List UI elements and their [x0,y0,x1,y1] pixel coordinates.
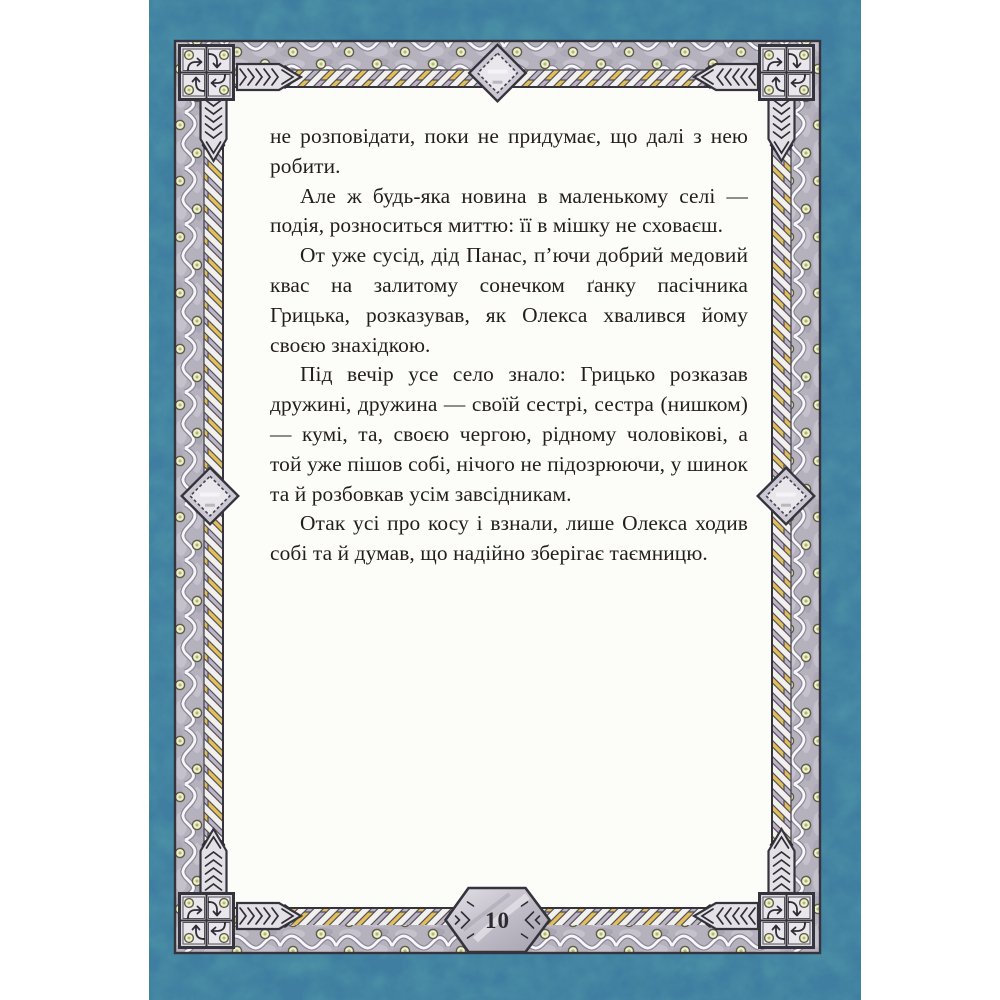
story-paragraph: Але ж будь-яка новина в маленькому селі — подія, розноситься миттю: її в мішку не сховаєш. [270,183,748,238]
story-paragraph: От уже сусід, дід Панас, п’ючи добрий медовий квас на залитому сонечком ґанку пасічника Грицька, розказував, як Олекса хвалився йому своєю знахідкою. [270,243,748,357]
page-number: 10 [485,908,510,933]
story-paragraph: Отак усі про косу і взнали, лише Олекса ходив собі та й думав, що надійно зберігає таємницю. [270,511,748,566]
corner-ornament-bottom-right-icon [760,894,814,948]
corner-ornament-top-left-icon [180,46,234,100]
corner-ornament-top-right-icon [760,46,814,100]
story-paragraph: не розповідати, поки не придумає, що далі з нею робити. [270,124,748,178]
story-text [270,122,748,569]
corner-ornament-bottom-left-icon [180,894,234,948]
story-paragraph: Під вечір усе село знало: Грицько розказав дружині, дружина — своїй сестрі, сестра (нишком) — кумі, та, своєю чергою, рідному чоловікові, а той уже пішов собі, нічого не підозрюючи, у шинок та й розбовкав усім завсідникам. [270,362,748,506]
